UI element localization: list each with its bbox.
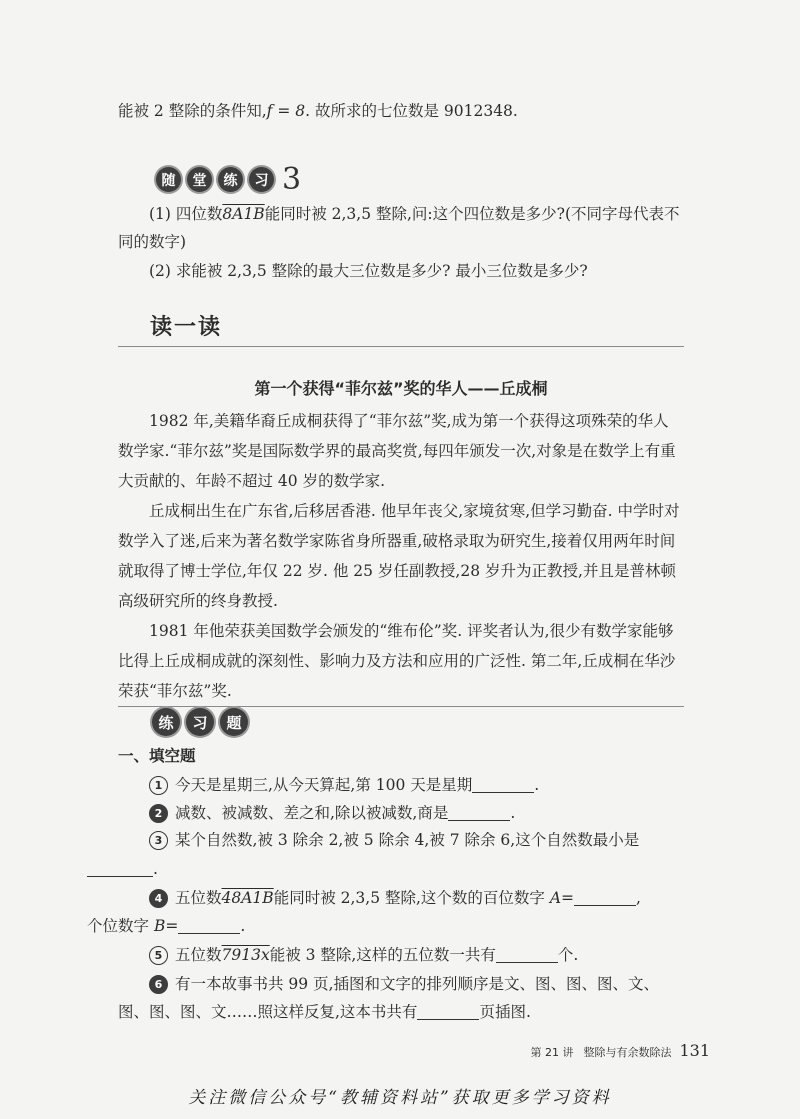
q-text: 能同时被 2,3,5 整除,这个数的百位数字 [273,889,550,907]
q-text: 五位数 [175,946,222,964]
lecture-number: 第 21 讲 [530,1046,574,1059]
bubble-char: 练 [218,167,243,192]
q-text: = [561,889,575,907]
question-number: 2 [149,804,168,823]
exercise-5 [118,940,684,970]
question-number: 6 [149,975,168,994]
exercise-1 [118,770,684,800]
reading-paragraph: 丘成桐出生在广东省,后移居香港. 他早年丧父,家境贫寒,但学习勤奋. 中学时对数学入了迷,后来为著名数学家陈省身所器重,破格录取为研究生,接着仅用两年时间就取得了博士学位,年仅 22 岁. 他 25 岁任副教授,28 岁升为正教授,并且是普林顿高级研究所的终身教授. [118,502,680,610]
q-text: 今天是星期三,从今天算起,第 100 天是星期 [175,776,473,794]
question-number: 5 [149,946,168,965]
q-text: 能被 3 整除,这样的五位数一共有 [269,946,496,964]
answer-blank[interactable] [472,776,534,793]
q-text: 五位数 [175,889,222,907]
q-text: 减数、被减数、差之和,除以被减数,商是 [175,804,449,822]
question-number: 4 [149,889,168,908]
bubble-char: 题 [220,708,248,736]
practice-question-2: (2) 求能被 2,3,5 整除的最大三位数是多少? 最小三位数是多少? [149,262,588,280]
answer-blank[interactable] [574,889,636,906]
answer-blank[interactable] [496,946,558,963]
q-text: , [636,889,641,907]
q-end: . [153,860,158,878]
q-text: 有一本故事书共 99 页,插图和文字的排列顺序是文、图、图、图、文、图、图、图、文……照这样反复,这本书共有 [118,975,660,1021]
article-title: 第一个获得“菲尔兹”奖的华人——丘成桐 [254,379,548,398]
answer-blank[interactable] [87,860,153,877]
practice-header [156,162,301,197]
var-a: A [549,889,562,907]
divider-bottom [118,706,684,707]
answer-blank[interactable] [417,1003,479,1020]
exercise-header [152,708,254,736]
q-text: 某个自然数,被 3 除余 2,被 5 除余 4,被 7 除余 6,这个自然数最小是 [175,831,640,849]
bubble-char: 随 [156,167,181,192]
bubble-char: 习 [249,167,274,192]
q-end: . [240,917,246,935]
reading-section-title: 读一读 [150,314,223,340]
intro-math: f = 8 [266,102,306,120]
lecture-title: 整除与有余数除法 [583,1046,672,1059]
q-end: . [534,776,540,794]
var-b: B [153,917,166,935]
bubble-char: 习 [186,708,214,736]
q-end: 个. [557,946,579,964]
overlined-number: 48A1B [221,889,274,907]
answer-blank[interactable] [448,804,510,821]
overlined-number: 8A1B [222,205,265,223]
intro-line [118,96,680,126]
watermark-text: 关注微信公众号“教辅资料站”获取更多学习资料 [188,1088,612,1108]
q-text: = [165,917,179,935]
q-text: 能同时被 2,3,5 整除,问:这个四位数是多少?(不同字母代表不同的数字) [118,205,680,251]
exercise-3 [118,826,684,884]
page-number: 131 [679,1041,710,1060]
bubble-char: 堂 [187,167,212,192]
divider-top [118,346,684,347]
reading-paragraph: 1981 年他荣获美国数学会颁发的“维布伦”奖. 评奖者认为,很少有数学家能够比得上丘成桐成就的深刻性、影响力及方法和应用的广泛性. 第二年,丘成桐在华沙荣获“菲尔兹”奖. [118,622,676,700]
fill-blank-heading: 一、填空题 [118,747,196,765]
practice-question-1 [118,200,680,256]
q-end: . [510,804,516,822]
bubble-char: 练 [152,708,180,736]
practice-number: 3 [282,162,302,197]
question-number: 1 [149,776,168,795]
exercise-2 [118,798,684,828]
reading-paragraph: 1982 年,美籍华裔丘成桐获得了“菲尔兹”奖,成为第一个获得这项殊荣的华人数学家.“菲尔兹”奖是国际数学界的最高奖赏,每四年颁发一次,对象是在数学上有重大贡献的、年龄不超过 40 岁的数学家. [118,412,676,490]
intro-text: 能被 2 整除的条件知, [118,102,267,120]
answer-blank[interactable] [178,917,240,934]
q-text: 个位数字 [87,917,154,935]
exercise-4 [87,884,684,940]
intro-result: . 故所求的七位数是 9012348. [305,102,518,120]
overlined-number: 7913x [221,946,270,964]
page-footer [530,1041,710,1060]
exercise-6-text [118,970,684,1026]
q-end: 页插图. [479,1003,531,1021]
question-number: 3 [149,831,168,850]
q-text: (1) 四位数 [149,205,223,223]
